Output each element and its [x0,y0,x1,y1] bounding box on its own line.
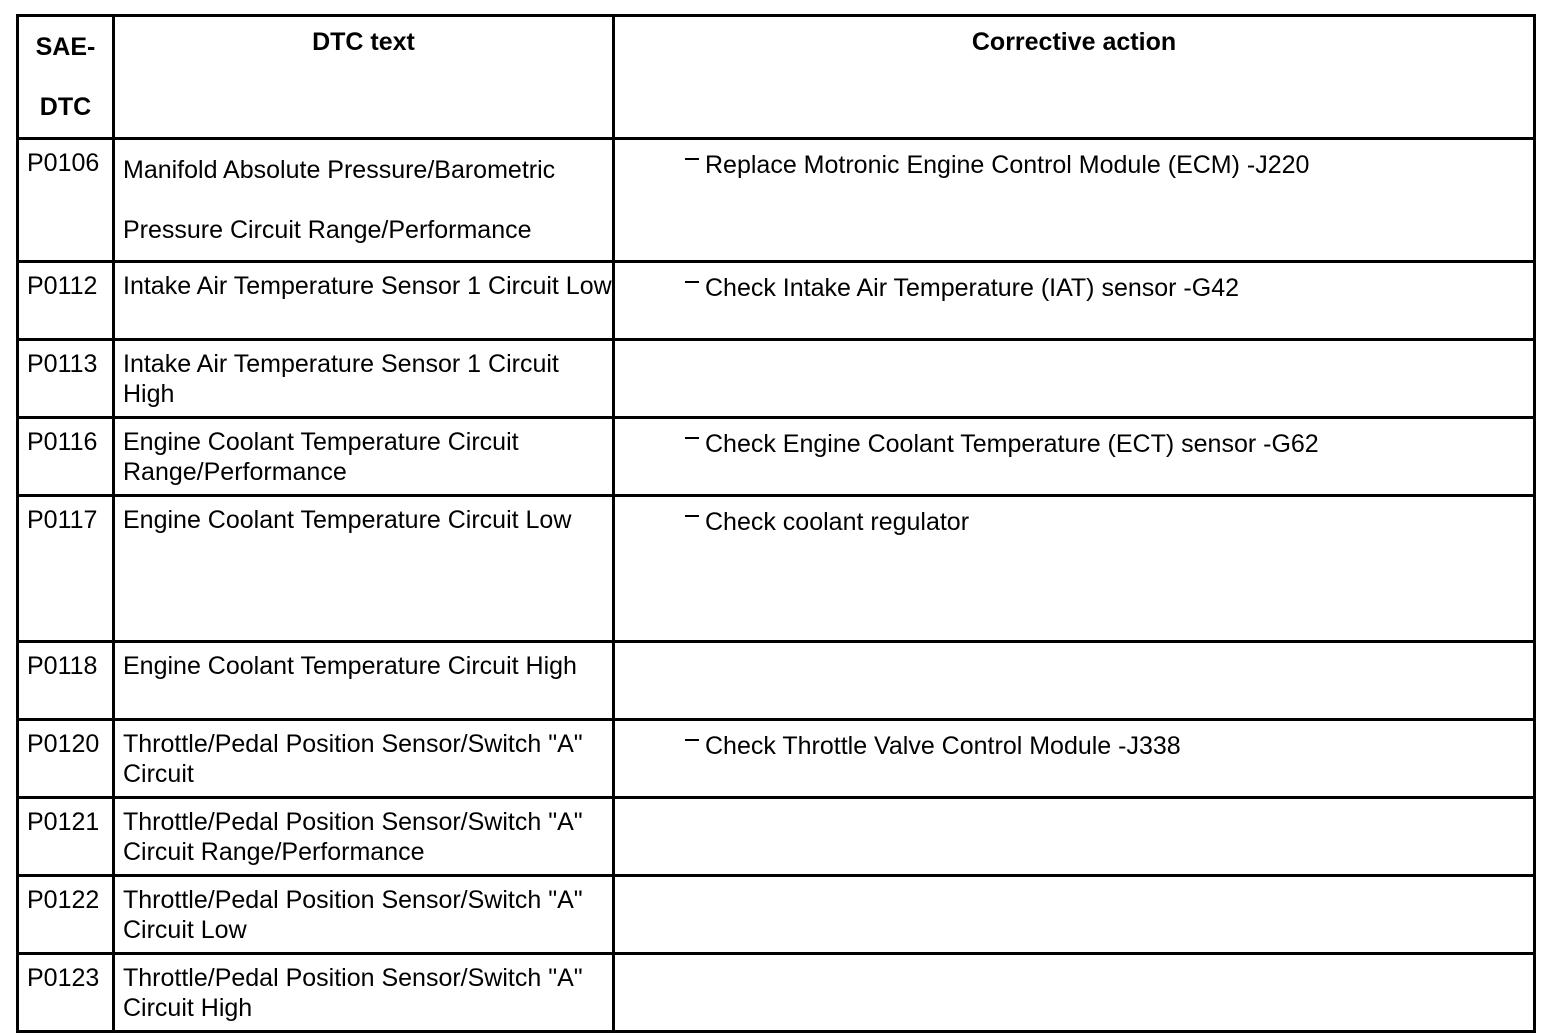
action-text: Check Throttle Valve Control Module -J338 [705,732,1181,760]
dtc-description: Intake Air Temperature Sensor 1 Circuit Low [114,262,614,340]
table-row [18,496,1535,642]
table-row [18,876,1535,954]
dtc-code: P0113 [18,340,114,418]
corrective-action [614,642,1535,720]
table-row [18,262,1535,340]
corrective-action [614,139,1535,262]
dtc-description: Throttle/Pedal Position Sensor/Switch "A" Circuit Low [114,876,614,954]
action-text: Check Engine Coolant Temperature (ECT) sensor -G62 [705,430,1319,458]
table-row [18,139,1535,262]
table-row [18,418,1535,496]
dash-bullet [685,281,699,283]
table-row [18,720,1535,798]
dtc-code: P0112 [18,262,114,340]
dash-bullet [685,158,699,160]
corrective-action [614,340,1535,418]
corrective-action [614,418,1535,496]
corrective-action [614,798,1535,876]
dash-bullet [685,437,699,439]
table-row [18,642,1535,720]
action-text: Check coolant regulator [705,508,970,536]
header-sae-dtc: SAE-DTC [18,16,114,139]
dtc-code: P0106 [18,139,114,262]
dtc-code: P0121 [18,798,114,876]
corrective-action [614,496,1535,642]
header-row [18,16,1535,139]
action-text: Check Intake Air Temperature (IAT) sensor -G42 [705,274,1240,302]
dtc-code: P0123 [18,954,114,1032]
dtc-description: Manifold Absolute Pressure/Barometric Pressure Circuit Range/Performance [114,139,614,262]
dtc-code: P0117 [18,496,114,642]
dtc-description: Engine Coolant Temperature Circuit Range/Performance [114,418,614,496]
dtc-description: Throttle/Pedal Position Sensor/Switch "A" Circuit [114,720,614,798]
dtc-code: P0120 [18,720,114,798]
corrective-action [614,720,1535,798]
table-row [18,798,1535,876]
dtc-description: Engine Coolant Temperature Circuit High [114,642,614,720]
dash-bullet [685,515,699,517]
header-corrective-action: Corrective action [614,16,1535,139]
dtc-description: Throttle/Pedal Position Sensor/Switch "A" Circuit High [114,954,614,1032]
corrective-action [614,876,1535,954]
dash-bullet [685,739,699,741]
corrective-action [614,262,1535,340]
dtc-description: Throttle/Pedal Position Sensor/Switch "A" Circuit Range/Performance [114,798,614,876]
dtc-description: Engine Coolant Temperature Circuit Low [114,496,614,642]
header-dtc-text: DTC text [114,16,614,139]
dtc-code: P0122 [18,876,114,954]
dtc-code: P0116 [18,418,114,496]
action-text: Replace Motronic Engine Control Module (ECM) -J220 [705,151,1310,179]
table-row [18,340,1535,418]
dtc-table [16,14,1536,1033]
dtc-code: P0118 [18,642,114,720]
dtc-description: Intake Air Temperature Sensor 1 Circuit High [114,340,614,418]
